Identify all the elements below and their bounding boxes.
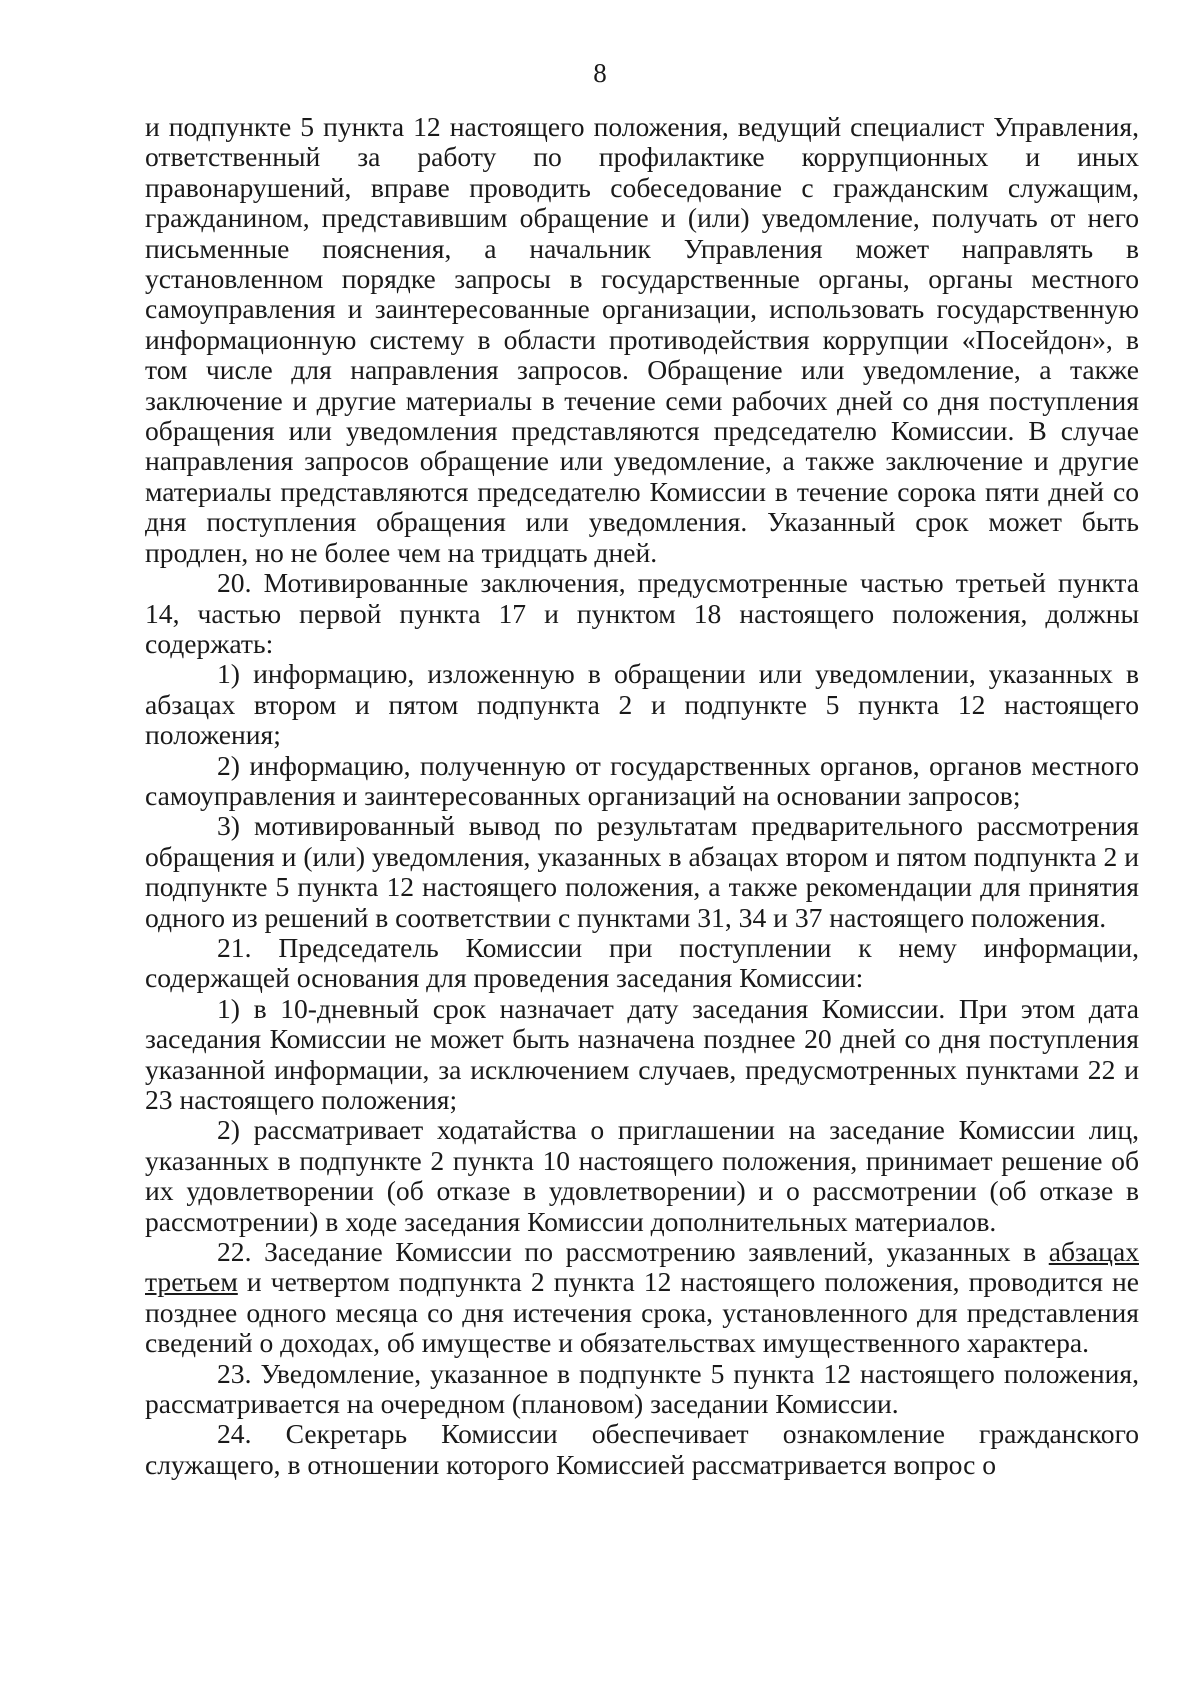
underlined-reference: абзацах третьем [145,1236,1139,1298]
paragraph-item-20: 20. Мотивированные заключения, предусмотренные частью третьей пункта 14, частью первой пункта 17 и пунктом 18 настоящего положения, должны содержать: [145,567,1139,659]
paragraph-continuation: и подпункте 5 пункта 12 настоящего положения, ведущий специалист Управления, ответственный за работу по профилактике коррупционных и иных правонарушений, вправе проводить собеседование с гражданским служащим, гражданином, представившим обращение и (или) уведомление, получать от него письменные пояснения, а начальник Управления может направлять в установленном порядке запросы в государственные органы, органы местного самоуправления и заинтересованные организации, использовать государственную информационную систему в области противодействия коррупции «Посейдон», в том числе для направления запросов. Обращение или уведомление, а также заключение и другие материалы в течение семи рабочих дней со дня поступления обращения или уведомления представляются председателю Комиссии. В случае направления запросов обращение или уведомление, а также заключение и другие материалы представляются председателю Комиссии в течение сорока пяти дней со дня поступления обращения или уведомления. Указанный срок может быть продлен, но не более чем на тридцать дней. [145,111,1139,568]
paragraph-item-22-text-before: 22. Заседание Комиссии по рассмотрению заявлений, указанных в [217,1236,1049,1268]
paragraph-item-21: 21. Председатель Комиссии при поступлении к нему информации, содержащей основания для проведения заседания Комиссии: [145,931,1139,994]
paragraph-item-22-text-after: и четвертом подпункта 2 пункта 12 настоящего положения, проводится не позднее одного месяца со дня истечения срока, установленного для представления сведений о доходах, об имуществе и обязательствах имущественного характера. [145,1266,1139,1359]
paragraph-item-22 [145,1237,1139,1359]
paragraph-item-20-1: 1) информацию, изложенную в обращении или уведомлении, указанных в абзацах втором и пятом подпункта 2 и подпункте 5 пункта 12 настоящего положения; [145,658,1139,751]
document-body [145,112,1139,1480]
paragraph-item-21-1: 1) в 10-дневный срок назначает дату заседания Комиссии. При этом дата заседания Комиссии не может быть назначена позднее 20 дней со дня поступления указанной информации, за исключением случаев, предусмотренных пунктами 22 и 23 настоящего положения; [145,992,1139,1115]
paragraph-item-21-2: 2) рассматривает ходатайства о приглашении на заседание Комиссии лиц, указанных в подпункте 2 пункта 10 настоящего положения, принимает решение об их удовлетворении (об отказе в удовлетворении) и о рассмотрении (об отказе в рассмотрении) в ходе заседания Комиссии дополнительных материалов. [145,1114,1139,1237]
paragraph-item-20-2: 2) информацию, полученную от государственных органов, органов местного самоуправления и заинтересованных организаций на основании запросов; [145,749,1139,811]
paragraph-item-23: 23. Уведомление, указанное в подпункте 5 пункта 12 настоящего положения, рассматривается на очередном (плановом) заседании Комиссии. [145,1357,1139,1420]
paragraph-item-20-3: 3) мотивированный вывод по результатам предварительного рассмотрения обращения и (или) уведомления, указанных в абзацах втором и пятом подпункта 2 и подпункте 5 пункта 12 настоящего положения, а также рекомендации для принятия одного из решений в соответствии с пунктами 31, 34 и 37 настоящего положения. [145,810,1139,933]
page-number: 8 [593,58,607,88]
paragraph-item-24: 24. Секретарь Комиссии обеспечивает ознакомление гражданского служащего, в отношении которого Комиссией рассматривается вопрос о [145,1418,1139,1480]
